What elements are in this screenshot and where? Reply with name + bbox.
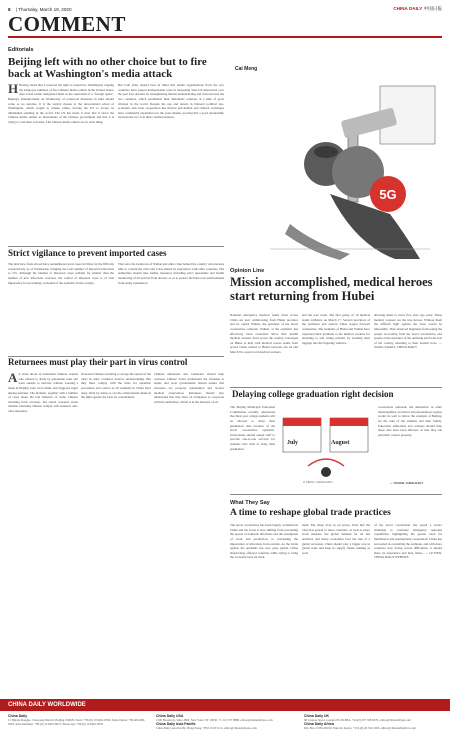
divider xyxy=(230,494,442,495)
delay-illustration xyxy=(278,406,374,486)
trade-col-1: The novel coronavirus has been largely contained in China and the focus is now shifting from preventing the spread of domestic infections and the resumption of work and production, to preventing the importation of infections from outside. As the battle against the epidemic has now gone global, China should help affected countries while trying to bring the economy back on track. xyxy=(230,523,298,560)
calendar-august: August xyxy=(331,440,350,446)
editorial-headline-3: Returnees must play their part in virus control xyxy=(8,357,188,367)
cartoon-artist: Cai Meng xyxy=(235,66,258,72)
editorial-1-col-1: H Having stated that it reserved the right to respond to Washington capping the employee numbers of five Chinese media outlets in the United States, after it had earlier designated them as the equivalent of a "foreign agent", Beijing's announcement on Wednesday of reciprocal measures in kind should come as no surprise. It is the logical riposte to the unwarranted action of Washington, which sought to rebuke China, forcing the US to accept its diminished standing in the world. The US has made it clear that it views the Chinese media outlets as instruments of the Chinese government and that it is trying to curb their activities. The Chinese media outlets are no such thing. xyxy=(8,83,114,125)
brand-name-cn: 中国日报 xyxy=(423,6,442,11)
trade-col-3: of the novel coronavirus has posed a severe challenge to countries' emergency response capabilities, highlighting the greater need for multilateral and international cooperation. China has succeeded in controlling the outbreak, and with more countries now facing severe difficulties, it should share its experience and help others. — LETTER, CHINA DAILY WEBSITE xyxy=(374,523,442,560)
brand-name: CHINA DAILY xyxy=(393,6,423,11)
section-rule xyxy=(8,36,442,38)
delay-headline: Delaying college graduation right decision xyxy=(232,389,394,399)
trade-kicker: What They Say xyxy=(230,500,270,506)
divider xyxy=(230,387,442,388)
issue-date: | Thursday, March 19, 2020 xyxy=(15,6,72,12)
opinion-col-2: and the past week. The first group of 19 medical teams withdrew on March 17. Several provinces of the northeast and eastern China staged farewell ceremonies. The residents of Hubei and Wuhan have expressed their gratitude to the medical workers for attending to and curing patients by stocking their luggage into the lingering vehicles. xyxy=(302,313,370,345)
opinion-col-3: allowing them to leave five days ago early. These medical workers are the true heroes. Without them the difficult fight against the virus would be impossible. They deserved happiness from seeing the people recovering from the novel coronavirus, and people at the epicenter of the outbreak and in the rest of the country returning to their normal lives. — WANG XIAOLI, CHINA DAILY xyxy=(374,313,442,350)
footer-col-3: China Daily UK 90 Cannon Street, London EC4N 6HA. +44 (0) 207 398 8270. editor@chinadailyuk.com China Daily Africa P.O. Box 27281-00100, Nairobi, Kenya. +254 (0) 20 522 1000. editor@chinadailyafrica.com xyxy=(304,714,416,731)
editorial-3-col-2: Overseas Chinese returning to escape the spread of the virus in other countries deserve understanding. But they must comply with the rules for epidemic prevention and control as all residents in China have done. Only by doing so can the achievements made in the fight against the virus be consolidated. xyxy=(81,372,151,400)
delay-col-2: coronavirus outbreak, the authorities in other municipalities, provinces and autonomous regions would do well to follow the example of Beijing, for the sake of the students and their family. Education authorities and colleges should help those who have been affected, so that they can plan their careers properly. xyxy=(378,405,442,437)
editorial-2-col-2: That said, the lockdown of Wuhan and other cities helped the country win precious time to contain the virus and it has shared its experience with other countries. The authorities should take further measures including strict quarantine and health monitoring of all arrivals from abroad, so as to protect the hard-won achievements from being squandered. xyxy=(118,262,224,285)
opinion-col-1: National emergency medical teams from across China are now withdrawing from Hubei province and its capital Wuhan, the epicenter of the novel coronavirus outbreak. Wuhan, at the epidemic has effectively been controlled. More than 42,000 medical workers from across the country converged on Hubei to help with medical rescue teams from across China rushed to Hubei between Jan 24 and March 8 to assist local medical workers. xyxy=(230,313,298,355)
trade-col-2: ment. The sharp drop in oil prices, fears that the virus has spread to more countries, as well as more stock markets, the global demand for oil has declined, and many economies face the risk of a global recession. China should play a bigger role in global trade and keep its supply chains running as well. xyxy=(302,523,370,555)
illustration-caption: LI FENG / CHINA DAILY xyxy=(303,480,334,484)
footer-band: CHINA DAILY WORLDWIDE xyxy=(0,699,450,711)
editorial-1-col-2: But both sides should bear in mind that media organizations from the two countries have played indispensable roles in deepening Sino-US interaction over the past four decades by strengthening mutual understanding and trust between the two countries, which established their diplomatic relations at a time of great division in the world. Despite the ups and downs in bilateral political ties, economic and trade cooperation has thrived and human and cultural exchanges have continually expanded over the years thanks, proving that a good relationship between the two is in their common interest. xyxy=(118,83,224,120)
cartoon xyxy=(230,44,442,266)
editorial-3-col-1: A A video about an Australian Chinese woman who refused to abide by quarantine rules and went outside to exercise without wearing a mask in Beijing went viral online and triggered anger among netizens. The incident, together with a number of cases about the bad behavior of some Chinese returning from overseas, has raised concerns about whether returning Chinese comply with domestic anti-virus measures. xyxy=(8,372,78,414)
cartoon-5g-label: 5G xyxy=(379,187,397,202)
footer-col-1: China Daily 15 Huixin Dongjie, Chaoyang District, Beijing 100029. News: +86 (0) 10 6491-8366. Subscription: +86 400-699-0203. Advertisement: +86 (0) 10 6491-8631. Phone app: +86 (0) 10 6491-0050 xyxy=(8,714,146,727)
editorial-headline-1: Beijing left with no other choice but to fire back at Washington's media attack xyxy=(8,56,207,81)
opinion-kicker: Opinion Line xyxy=(230,268,265,274)
trade-headline: A time to reshape global trade practices xyxy=(230,508,391,518)
editorial-headline-2: Strict vigilance to prevent imported cases xyxy=(8,248,167,258)
divider xyxy=(8,246,224,247)
footer-col-2: China Daily USA 1500 Broadway, Suite 2800, New York, NY 10036. +1 212 537 8888. editor@chinadailyusa.com China Daily Asia Pacific China Daily Asia Pacific, Hong Kong. +852 2518 5111. editor@chinadailyasia.com xyxy=(156,714,273,731)
section-title: COMMENT xyxy=(8,12,126,36)
delay-col-1: The Beijing Municipal Education Commission recently announced that final-year college students will be allowed to delay their graduation date because of the novel coronavirus epidemic. Universities should assign staff to provide one-to-one services for students who wish to delay their graduation. xyxy=(230,405,275,451)
delay-credit: — YICHEN, CHINA DAILY xyxy=(390,481,424,485)
editorial-2-col-1: The interview from abroad have outnumbered local cases in China for the fifth day consecutively as of Wednesday, bringing the total number of imported infections to 155. Although the number of imported cases remains far smaller than the number of new infections overseas, the control of imported cases is of vital importance for preventing a rebound of the epidemic in the country. xyxy=(8,262,114,285)
page-number: 8 xyxy=(8,6,11,12)
opinion-headline: Mission accomplished, medical heroes start returning from Hubei xyxy=(230,275,433,303)
cartoon-illustration xyxy=(230,44,442,266)
calendar-july: July xyxy=(287,440,299,446)
editorial-3-col-3: Chinese embassies and consulates should help overseas Chinese better understand the situation at home, and local governments should ensure that returnees are properly quarantined and receive medical observation. Returnees should also understand that they have an obligation to cooperate with the authorities, which is in the interests of all. xyxy=(154,372,224,404)
editorials-kicker: Editorials xyxy=(8,47,34,53)
